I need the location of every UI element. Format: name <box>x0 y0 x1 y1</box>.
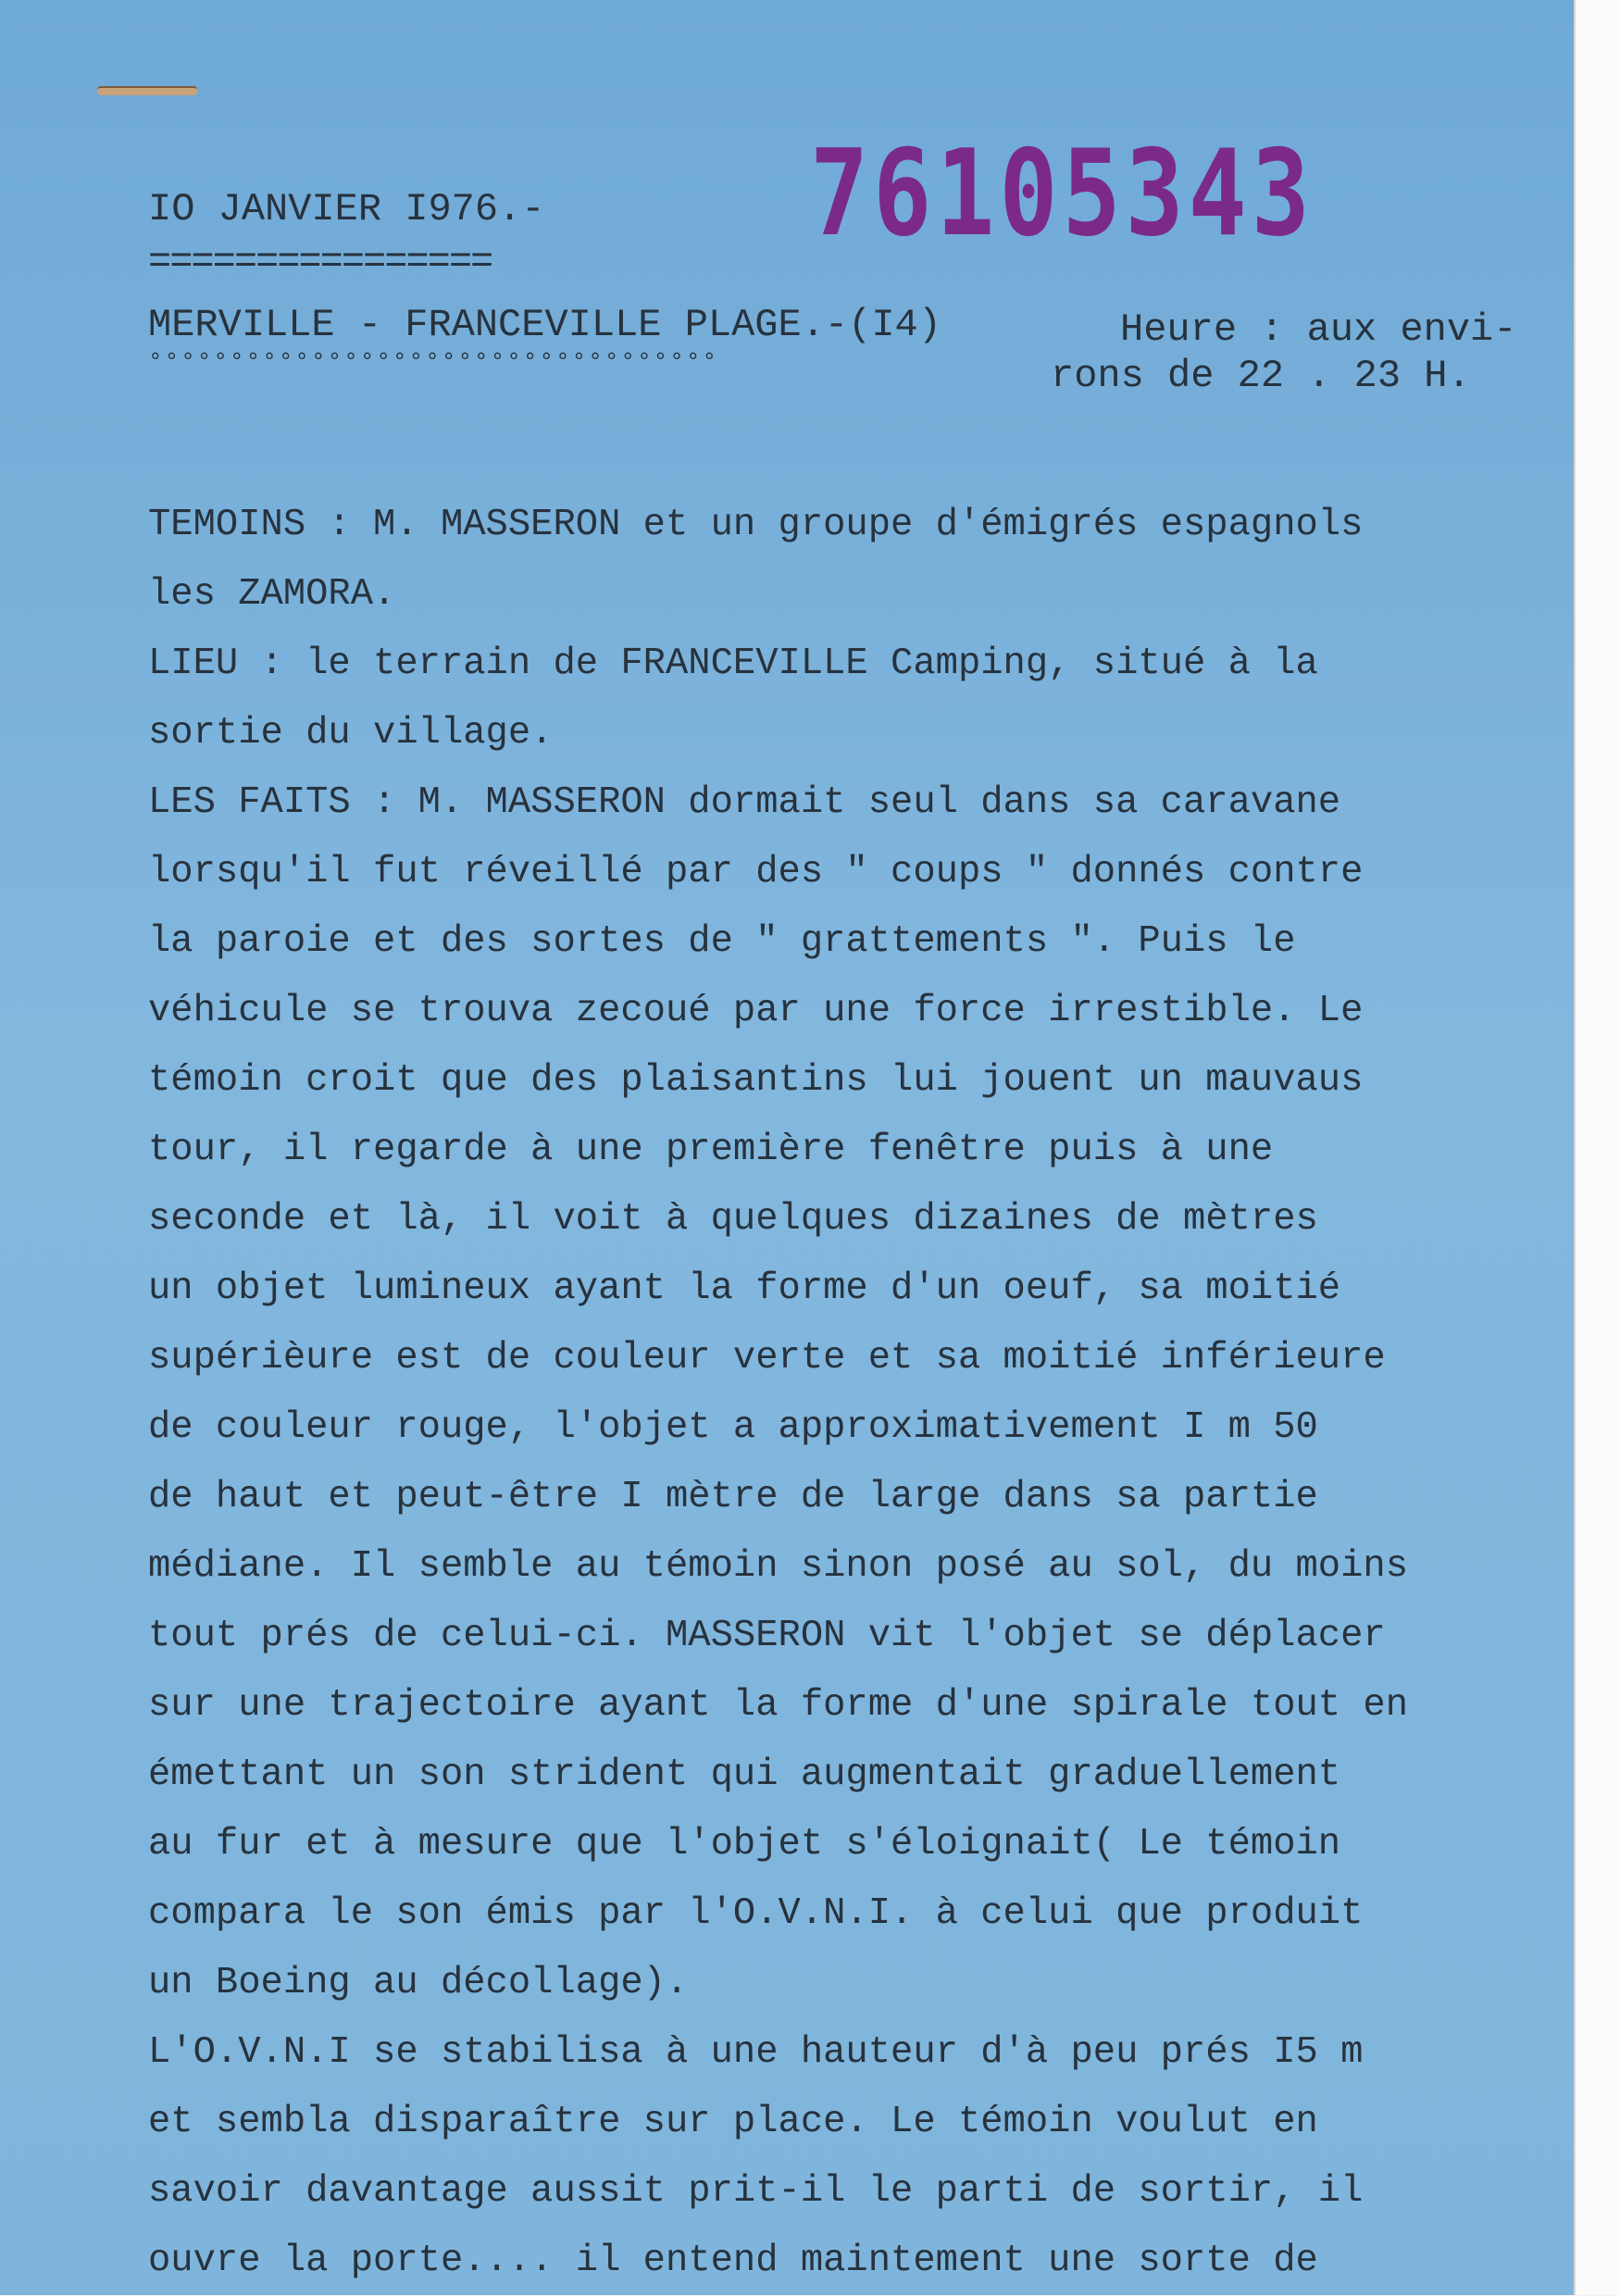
location-underline: °°°°°°°°°°°°°°°°°°°°°°°°°°°°°°°°°°° <box>148 348 719 376</box>
stamp-number: 76105343 <box>810 125 1315 263</box>
body-line: tout prés de celui-ci. MASSERON vit l'objet se déplacer <box>148 1615 1386 1657</box>
body-line: tour, il regarde à une première fenêtre puis à une <box>148 1129 1274 1171</box>
body-line: un Boeing au décollage). <box>148 1962 689 2004</box>
body-line: ouvre la porte.... il entend maintement une sorte de <box>148 2240 1318 2282</box>
report-location: MERVILLE - FRANCEVILLE PLAGE.-(I4) <box>148 303 941 347</box>
body-line: un objet lumineux ayant la forme d'un oeuf, sa moitié <box>148 1267 1341 1310</box>
body-line: véhicule se trouva zecoué par une force irrestible. Le <box>148 990 1364 1032</box>
body-line: témoin croit que des plaisantins lui jouent un mauvaus <box>148 1059 1364 1102</box>
body-line: les ZAMORA. <box>148 573 396 616</box>
body-line: de couleur rouge, l'objet a approximativement I m 50 <box>148 1406 1318 1449</box>
body-line: compara le son émis par l'O.V.N.I. à celui que produit <box>148 1892 1364 1935</box>
body-line: LIEU : le terrain de FRANCEVILLE Camping, situé à la <box>148 643 1318 685</box>
body-line: savoir davantage aussit prit-il le parti de sortir, il <box>148 2170 1364 2213</box>
report-body <box>148 491 1518 2296</box>
body-line: L'O.V.N.I se stabilisa à une hauteur d'à peu prés I5 m <box>148 2031 1364 2074</box>
body-line: sortie du village. <box>148 712 554 755</box>
body-line: et sembla disparaître sur place. Le témoin voulut en <box>148 2101 1318 2143</box>
body-line: LES FAITS : M. MASSERON dormait seul dans sa caravane <box>148 781 1341 824</box>
body-line: la paroie et des sortes de " grattements ". Puis le <box>148 920 1296 963</box>
body-line: de haut et peut-être I mètre de large dans sa partie <box>148 1476 1318 1518</box>
body-line: supérièure est de couleur verte et sa moitié inférieure <box>148 1337 1386 1379</box>
body-line: médiane. Il semble au témoin sinon posé au sol, du moins <box>148 1545 1409 1588</box>
body-line: au fur et à mesure que l'objet s'éloignait( Le témoin <box>148 1823 1341 1866</box>
body-line: lorsqu'il fut réveillé par des " coups " donnés contre <box>148 851 1364 893</box>
report-time-line-2: rons de 22 . 23 H. <box>1051 354 1471 398</box>
body-line: émettant un son strident qui augmentait graduellement <box>148 1753 1341 1796</box>
report-time-line-1: Heure : aux envi- <box>1120 307 1517 352</box>
staple-mark <box>97 86 197 95</box>
date-underline: ================ <box>148 240 492 284</box>
body-line: seconde et là, il voit à quelques dizaines de mètres <box>148 1198 1318 1241</box>
report-date: IO JANVIER I976.- <box>148 187 545 231</box>
body-line: TEMOINS : M. MASSERON et un groupe d'émigrés espagnols <box>148 504 1364 546</box>
body-line: sur une trajectoire ayant la forme d'une spirale tout en <box>148 1684 1409 1727</box>
page-edge <box>1574 0 1620 2295</box>
